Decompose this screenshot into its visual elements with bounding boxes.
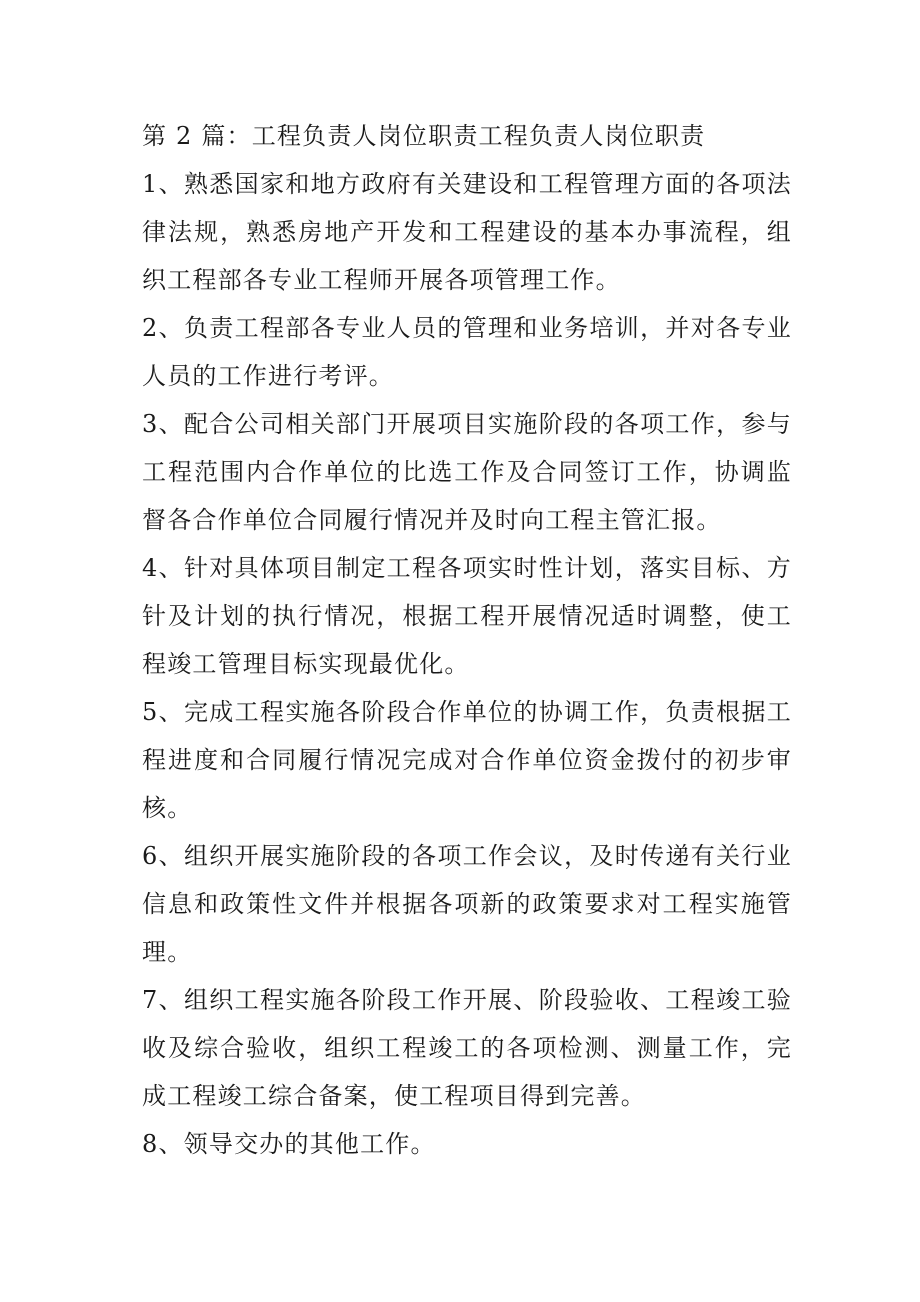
list-item: 1、熟悉国家和地方政府有关建设和工程管理方面的各项法律法规，熟悉房地产开发和工程建设的基本办事流程，组织工程部各专业工程师开展各项管理工作。 — [142, 170, 792, 294]
list-item: 5、完成工程实施各阶段合作单位的协调工作，负责根据工程进度和合同履行情况完成对合作单位资金拨付的初步审核。 — [142, 698, 792, 822]
list-item: 2、负责工程部各专业人员的管理和业务培训，并对各专业人员的工作进行考评。 — [142, 314, 792, 390]
document-body — [142, 112, 792, 1168]
list-item: 7、组织工程实施各阶段工作开展、阶段验收、工程竣工验收及综合验收，组织工程竣工的各项检测、测量工作，完成工程竣工综合备案，使工程项目得到完善。 — [142, 986, 792, 1110]
list-item: 4、针对具体项目制定工程各项实时性计划，落实目标、方针及计划的执行情况，根据工程开展情况适时调整，使工程竣工管理目标实现最优化。 — [142, 554, 792, 678]
list-item: 6、组织开展实施阶段的各项工作会议，及时传递有关行业信息和政策性文件并根据各项新的政策要求对工程实施管理。 — [142, 842, 792, 966]
list-item: 3、配合公司相关部门开展项目实施阶段的各项工作，参与工程范围内合作单位的比选工作及合同签订工作，协调监督各合作单位合同履行情况并及时向工程主管汇报。 — [142, 410, 792, 534]
list-item: 8、领导交办的其他工作。 — [142, 1130, 436, 1158]
document-title: 第 2 篇：工程负责人岗位职责工程负责人岗位职责 — [142, 122, 706, 150]
